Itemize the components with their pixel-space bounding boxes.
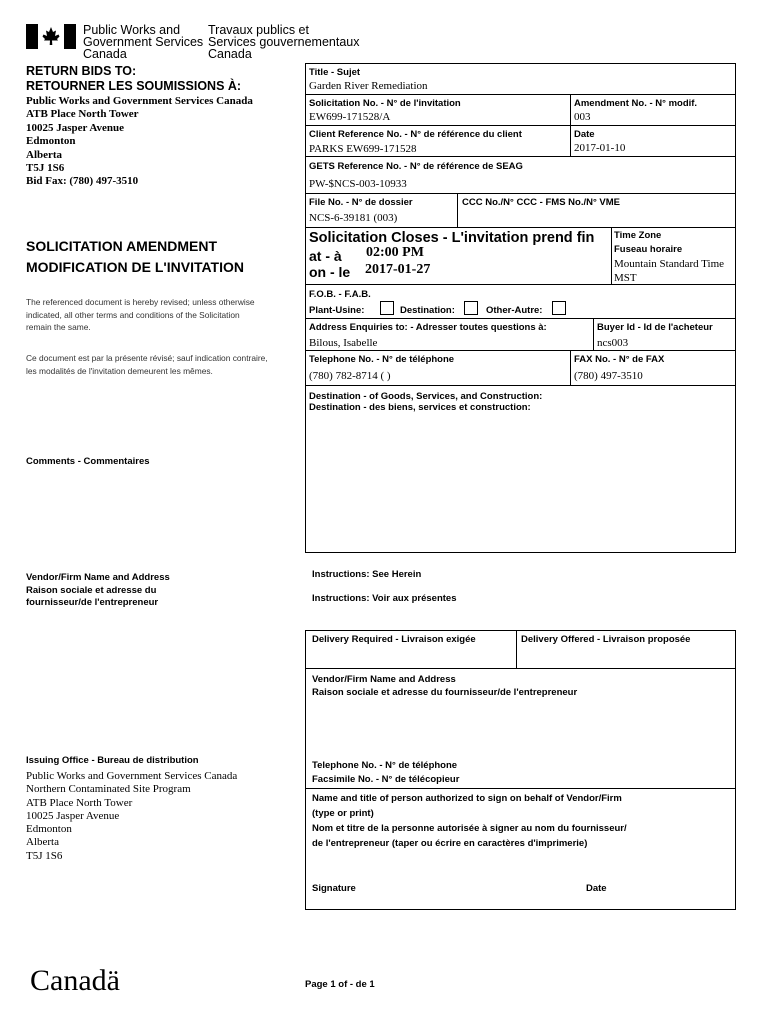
authorized-line: Name and title of person authorized to sign on behalf of Vendor/Firm xyxy=(312,793,622,804)
ccc-label: CCC No./N° CCC - FMS No./N° VME xyxy=(462,197,621,208)
at-value: 02:00 PM xyxy=(366,245,424,260)
vendor-contact-label xyxy=(312,759,459,787)
dept-en-line: Canada xyxy=(83,47,127,61)
dept-name-fr xyxy=(208,24,359,60)
dept-en-line: Government Services xyxy=(83,35,204,49)
vendor-box-line: Vendor/Firm Name and Address xyxy=(312,674,456,685)
title-value: Garden River Remediation xyxy=(309,80,428,92)
destination-goods-label xyxy=(309,391,542,413)
vendor-firm-left xyxy=(26,572,170,610)
gets-label: GETS Reference No. - N° de référence de SEAG xyxy=(309,161,523,172)
return-bids-address-line: T5J 1S6 xyxy=(26,162,65,175)
authorized-line: (type or print) xyxy=(312,808,374,819)
destination-checkbox[interactable] xyxy=(464,301,478,315)
authorized-line: de l'entrepreneur (taper ou écrire en caractères d'imprimerie) xyxy=(312,838,588,849)
timezone-value-line: Mountain Standard Time xyxy=(614,258,725,270)
fax-value: (780) 497-3510 xyxy=(574,370,643,382)
vendor-date-label: Date xyxy=(586,883,607,894)
vendor-telephone-label: Telephone No. - N° de téléphone xyxy=(312,760,458,771)
other-checkbox[interactable] xyxy=(552,301,566,315)
amendment-title xyxy=(26,236,244,278)
dept-fr-line: Services gouvernementaux xyxy=(208,35,360,49)
issuing-office-line: ATB Place North Tower xyxy=(26,796,133,809)
instructions-fr: Instructions: Voir aux présentes xyxy=(312,593,457,604)
fax-label: FAX No. - N° de FAX xyxy=(574,354,665,365)
issuing-office-line: Edmonton xyxy=(26,823,72,836)
return-bids-address-line: ATB Place North Tower xyxy=(26,108,139,121)
gets-value: PW-$NCS-003-10933 xyxy=(309,178,407,190)
signature-label: Signature xyxy=(312,883,356,894)
destination-goods-line: Destination - of Goods, Services, and Construction: xyxy=(309,391,543,402)
amendment-paragraph-line: The referenced document is hereby revised; unless otherwise xyxy=(26,297,255,307)
issuing-office-address xyxy=(26,770,237,863)
closes-title: Solicitation Closes - L'invitation prend fin xyxy=(309,230,595,246)
destination-goods-line: Destination - des biens, services et construction: xyxy=(309,402,531,413)
amendment-paragraph-line: remain the same. xyxy=(26,322,91,332)
buyer-value: ncs003 xyxy=(597,337,629,349)
amendment-paragraph-en xyxy=(26,296,255,334)
vendor-left-line: Raison sociale et adresse du xyxy=(26,584,157,596)
return-bids-address-line: Edmonton xyxy=(26,135,76,148)
return-bids-address-line: Bid Fax: (780) 497-3510 xyxy=(26,175,139,188)
issuing-office-line: Public Works and Government Services Canada xyxy=(26,770,238,782)
on-label: on - le xyxy=(309,264,351,280)
issuing-office-line: 10025 Jasper Avenue xyxy=(26,809,120,822)
issuing-office-line: Northern Contaminated Site Program xyxy=(26,783,191,796)
date-value: 2017-01-10 xyxy=(574,142,626,154)
vendor-left-line: Vendor/Firm Name and Address xyxy=(26,572,170,583)
other-label: Other-Autre: xyxy=(486,305,543,316)
amendment-paragraph-line: indicated, all other terms and conditions of the Solicitation xyxy=(26,309,240,320)
telephone-value: (780) 782-8714 ( ) xyxy=(309,370,391,382)
delivery-offered-label: Delivery Offered - Livraison proposée xyxy=(521,634,691,645)
solicitation-value: EW699-171528/A xyxy=(309,111,391,123)
amendment-label: Amendment No. - N° modif. xyxy=(574,98,698,109)
client-ref-label: Client Reference No. - N° de référence du client xyxy=(309,129,522,140)
date-label: Date xyxy=(574,129,595,140)
return-bids-title xyxy=(26,64,241,94)
vendor-box-line: Raison sociale et adresse du fournisseur/de l'entrepreneur xyxy=(312,687,578,698)
amendment-paragraph-fr xyxy=(26,352,268,377)
buyer-label: Buyer Id - Id de l'acheteur xyxy=(597,322,713,333)
timezone-label-fr: Fuseau horaire xyxy=(614,244,683,255)
solicitation-label: Solicitation No. - N° de l'invitation xyxy=(309,98,461,109)
timezone-value-line: MST xyxy=(614,272,637,284)
canada-flag-icon xyxy=(26,24,76,49)
issuing-office-line: T5J 1S6 xyxy=(26,849,63,862)
fob-label: F.O.B. - F.A.B. xyxy=(309,289,371,300)
client-ref-value: PARKS EW699-171528 xyxy=(309,143,417,155)
file-label: File No. - N° de dossier xyxy=(309,197,413,208)
return-bids-address-line: Public Works and Government Services Canada xyxy=(26,95,253,107)
canada-wordmark: Canadä xyxy=(30,964,120,997)
on-value: 2017-01-27 xyxy=(365,262,431,277)
comments-label: Comments - Commentaires xyxy=(26,456,150,467)
amendment-title-fr: MODIFICATION DE L'INVITATION xyxy=(26,259,244,275)
return-bids-address-line: Alberta xyxy=(26,148,63,161)
return-bids-address-line: 10025 Jasper Avenue xyxy=(26,121,124,134)
return-bids-title-en: RETURN BIDS TO: xyxy=(26,64,137,78)
vendor-name-address-label xyxy=(312,673,577,699)
instructions-en: Instructions: See Herein xyxy=(312,569,422,580)
page-number: Page 1 of - de 1 xyxy=(305,979,375,990)
address-enquiries-label: Address Enquiries to: - Adresser toutes questions à: xyxy=(309,322,547,333)
timezone-value xyxy=(614,257,724,285)
destination-label: Destination: xyxy=(400,305,455,316)
timezone-label-en: Time Zone xyxy=(614,230,662,241)
return-bids-address xyxy=(26,95,253,189)
timezone-label xyxy=(614,229,682,257)
dept-fr-line: Travaux publics et xyxy=(208,23,309,37)
authorized-person-label xyxy=(312,791,627,851)
authorized-line: Nom et titre de la personne autorisée à signer au nom du fournisseur/ xyxy=(312,823,627,834)
vendor-facsimile-label: Facsimile No. - N° de télécopieur xyxy=(312,774,460,785)
amendment-paragraph-line: les modalités de l'invitation demeurent les mêmes. xyxy=(26,365,213,376)
amendment-paragraph-line: Ce document est par la présente révisé; sauf indication contraire, xyxy=(26,353,268,363)
amendment-title-en: SOLICITATION AMENDMENT xyxy=(26,238,218,254)
dept-name-en xyxy=(83,24,203,60)
at-label: at - à xyxy=(309,248,342,264)
plant-label: Plant-Usine: xyxy=(309,305,365,316)
dept-en-line: Public Works and xyxy=(83,23,181,37)
return-bids-title-fr: RETOURNER LES SOUMISSIONS À: xyxy=(26,79,242,93)
file-value: NCS-6-39181 (003) xyxy=(309,212,398,224)
issuing-office-line: Alberta xyxy=(26,836,59,849)
amendment-value: 003 xyxy=(574,111,591,123)
title-label: Title - Sujet xyxy=(309,67,361,78)
plant-checkbox[interactable] xyxy=(380,301,394,315)
telephone-label: Telephone No. - N° de téléphone xyxy=(309,354,455,365)
vendor-left-line: fournisseur/de l'entrepreneur xyxy=(26,597,159,608)
dept-fr-line: Canada xyxy=(208,47,252,61)
delivery-required-label: Delivery Required - Livraison exigée xyxy=(312,634,476,645)
address-enquiries-value: Bilous, Isabelle xyxy=(309,337,378,349)
issuing-office-label: Issuing Office - Bureau de distribution xyxy=(26,755,199,766)
